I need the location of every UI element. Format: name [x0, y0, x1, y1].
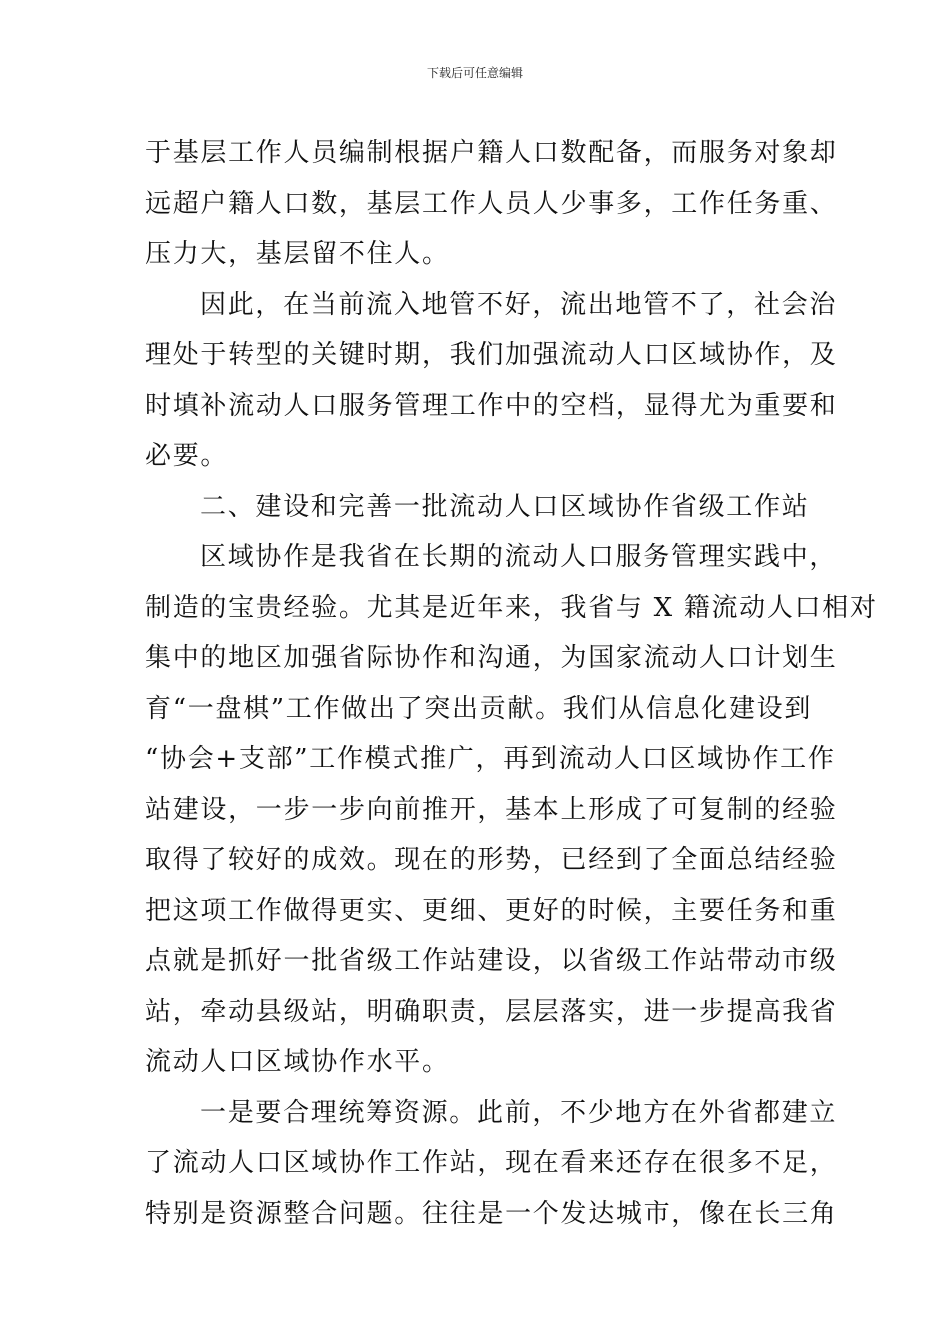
text-line: “协会+支部”工作模式推广，再到流动人口区域协作工作	[145, 744, 836, 774]
section-heading: 二、建设和完善一批流动人口区域协作省级工作站	[200, 491, 810, 522]
text-line: 集中的地区加强省际协作和沟通，为国家流动人口计划生	[145, 643, 838, 673]
text-line: 制造的宝贵经验。尤其是近年来，我省与 X 籍流动人口相对	[145, 592, 878, 623]
text-line: 区域协作是我省在长期的流动人口服务管理实践中，	[200, 542, 838, 572]
text-line: 点就是抓好一批省级工作站建设，以省级工作站带动市级	[145, 946, 838, 976]
text-line: 了流动人口区域协作工作站，现在看来还存在很多不足，	[145, 1148, 838, 1178]
text-line: 育“一盘棋”工作做出了突出贡献。我们从信息化建设到	[145, 693, 813, 724]
text-line: 于基层工作人员编制根据户籍人口数配备，而服务对象却	[145, 138, 838, 168]
text-line: 取得了较好的成效。现在的形势，已经到了全面总结经验	[145, 845, 838, 875]
text-line: 特别是资源整合问题。往往是一个发达城市，像在长三角	[145, 1198, 838, 1229]
text-line: 站，牵动县级站，明确职责，层层落实，进一步提高我省	[145, 996, 838, 1027]
text-line: 因此，在当前流入地管不好，流出地管不了，社会治	[200, 289, 838, 320]
text-line: 时填补流动人口服务管理工作中的空档，显得尤为重要和	[145, 390, 838, 421]
text-line: 理处于转型的关键时期，我们加强流动人口区域协作，及	[145, 340, 838, 370]
text-line: 流动人口区域协作水平。	[145, 1047, 450, 1077]
page-header: 下载后可任意编辑	[426, 66, 523, 80]
text-line: 必要。	[145, 441, 229, 471]
text-line: 站建设，一步一步向前推开，基本上形成了可复制的经验	[145, 794, 838, 825]
text-line: 一是要合理统筹资源。此前，不少地方在外省都建立	[200, 1097, 838, 1128]
text-line: 压力大，基层留不住人。	[145, 239, 450, 269]
text-line: 把这项工作做得更实、更细、更好的时候，主要任务和重	[145, 895, 838, 926]
document-body	[145, 128, 878, 1239]
text-line: 远超户籍人口数，基层工作人员人少事多，工作任务重、	[145, 188, 838, 219]
